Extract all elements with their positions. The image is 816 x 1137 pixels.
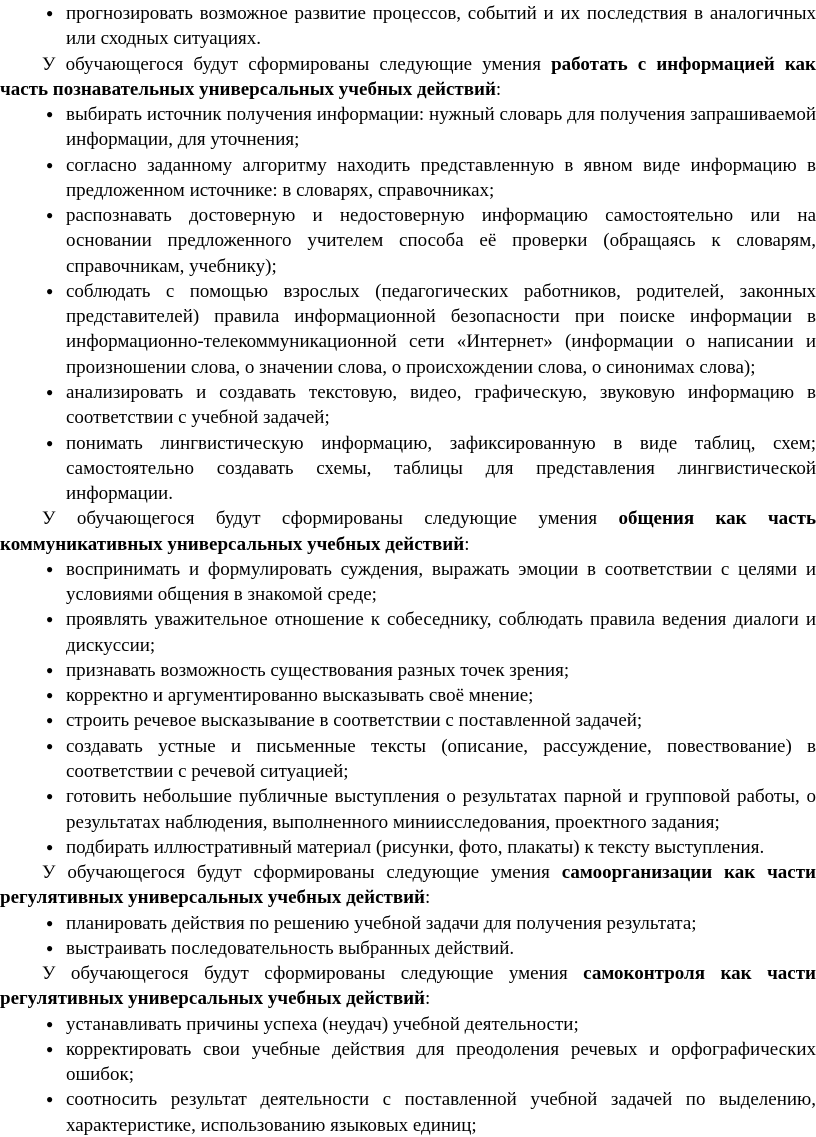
paragraph xyxy=(0,506,816,557)
text-run: У обучающегося будут сформированы следующие умения xyxy=(42,53,552,75)
list-item xyxy=(0,835,816,860)
bullet-icon: ● xyxy=(46,612,54,627)
list-item-text: корректировать свои учебные действия для преодоления речевых и орфографических ошибок; xyxy=(66,1038,816,1086)
list-item-text: понимать лингвистическую информацию, зафиксированную в виде таблиц, схем; самостоятельно создавать схемы, таблицы для представления лингвистической информации. xyxy=(66,432,816,505)
bullet-icon: ● xyxy=(46,1041,54,1056)
list-item xyxy=(0,936,816,961)
list-item xyxy=(0,658,816,683)
bullet-icon: ● xyxy=(46,940,54,955)
bullet-icon: ● xyxy=(46,738,54,753)
bullet-icon: ● xyxy=(46,435,54,450)
list-item-text: согласно заданному алгоритму находить представленную в явном виде информацию в предложенном источнике: в словарях, справочниках; xyxy=(66,154,816,201)
bullet-icon: ● xyxy=(46,1092,54,1107)
list-item-text: признавать возможность существования разных точек зрения; xyxy=(66,659,570,681)
list-item xyxy=(0,153,816,204)
text-run: : xyxy=(425,887,431,909)
list-item xyxy=(0,279,816,380)
list-item-text: анализировать и создавать текстовую, видео, графическую, звуковую информацию в соответствии с учебной задачей; xyxy=(66,381,816,429)
list-item xyxy=(0,102,816,153)
list-item xyxy=(0,1087,816,1137)
bullet-icon: ● xyxy=(46,384,54,399)
bullet-icon: ● xyxy=(46,283,54,298)
list-item-text: прогнозировать возможное развитие процессов, событий и их последствия в аналогичных или сходных ситуациях. xyxy=(66,3,816,50)
list-item xyxy=(0,203,816,279)
list-item xyxy=(0,734,816,785)
bullet-icon: ● xyxy=(46,6,54,20)
list-item-text: выбирать источник получения информации: нужный словарь для получения запрашиваемой информации, для уточнения; xyxy=(66,104,816,151)
bullet-icon: ● xyxy=(46,157,54,172)
bullet-icon: ● xyxy=(46,688,54,703)
list-item-text: выстраивать последовательность выбранных действий. xyxy=(66,937,515,959)
list-item xyxy=(0,683,816,708)
bullet-icon: ● xyxy=(46,1016,54,1031)
bullet-icon: ● xyxy=(46,915,54,930)
bullet-icon: ● xyxy=(46,789,54,804)
list-item-text: планировать действия по решению учебной задачи для получения результата; xyxy=(66,912,697,934)
list-item-text: корректно и аргументированно высказывать своё мнение; xyxy=(66,685,534,707)
bullet-icon: ● xyxy=(46,713,54,728)
text-run: : xyxy=(495,78,502,100)
bullet-icon: ● xyxy=(46,208,54,223)
document-body xyxy=(0,1,816,1137)
list-item-text: проявлять уважительное отношение к собеседнику, соблюдать правила ведения диалоги и дискуссии; xyxy=(66,609,816,656)
text-run: : xyxy=(464,533,470,555)
bullet-icon: ● xyxy=(46,107,54,122)
bullet-icon: ● xyxy=(46,839,54,854)
list-item xyxy=(0,380,816,431)
list-item-text: строить речевое высказывание в соответствии с поставленной задачей; xyxy=(66,710,643,732)
text-run-bold: самоорганизации как части регулятивных универсальных учебных действий xyxy=(0,862,816,909)
list-item-text: подбирать иллюстративный материал (рисунки, фото, плакаты) к тексту выступления. xyxy=(66,836,765,858)
list-item xyxy=(0,708,816,733)
list-item xyxy=(0,1012,816,1037)
list-item xyxy=(0,1037,816,1088)
text-run: У обучающегося будут сформированы следующие умения xyxy=(42,508,619,530)
list-item-text: готовить небольшие публичные выступления о результатах парной и групповой работы, о результатах наблюдения, выполненного миниисследования, проектного задания; xyxy=(66,786,816,833)
bullet-icon: ● xyxy=(46,662,54,677)
text-run-bold: самоконтроля как части регулятивных универсальных учебных действий xyxy=(0,963,816,1010)
list-item xyxy=(0,607,816,658)
bullet-icon: ● xyxy=(46,561,54,576)
text-run: У обучающегося будут сформированы следующие умения xyxy=(42,963,584,985)
list-item-text: создавать устные и письменные тексты (описание, рассуждение, повествование) в соответствии с речевой ситуацией; xyxy=(66,735,816,782)
list-item-text: распознавать достоверную и недостоверную информацию самостоятельно или на основании предложенного учителем способа её проверки (обращаясь к словарям, справочникам, учебнику); xyxy=(66,205,816,277)
list-item-text: соблюдать с помощью взрослых (педагогических работников, родителей, законных представителей) правила информационной безопасности при поиске информации в информационно-телекоммуникационной сети «Интернет» (информации о написании и произношении слова, о значении слова, о происхождении слова, о синонимах слова); xyxy=(66,280,816,378)
paragraph xyxy=(0,961,816,1012)
text-run-bold: общения как часть коммуникативных универсальных учебных действий xyxy=(0,508,816,555)
text-run-bold: работать с информацией как часть познавательных универсальных учебных действий xyxy=(0,53,816,100)
list-item-text: воспринимать и формулировать суждения, выражать эмоции в соответствии с целями и условиями общения в знакомой среде; xyxy=(66,558,816,606)
list-item-text: устанавливать причины успеха (неудач) учебной деятельности; xyxy=(66,1013,579,1035)
text-run: У обучающегося будут сформированы следующие умения xyxy=(42,862,562,884)
list-item xyxy=(0,784,816,835)
list-item-text: соотносить результат деятельности с поставленной учебной задачей по выделению, характеристике, использованию языковых единиц; xyxy=(66,1089,816,1136)
list-item xyxy=(0,557,816,608)
list-item xyxy=(0,911,816,936)
list-item xyxy=(0,431,816,507)
paragraph xyxy=(0,860,816,911)
text-run: : xyxy=(425,988,431,1010)
paragraph xyxy=(0,52,816,103)
list-item xyxy=(0,1,816,52)
